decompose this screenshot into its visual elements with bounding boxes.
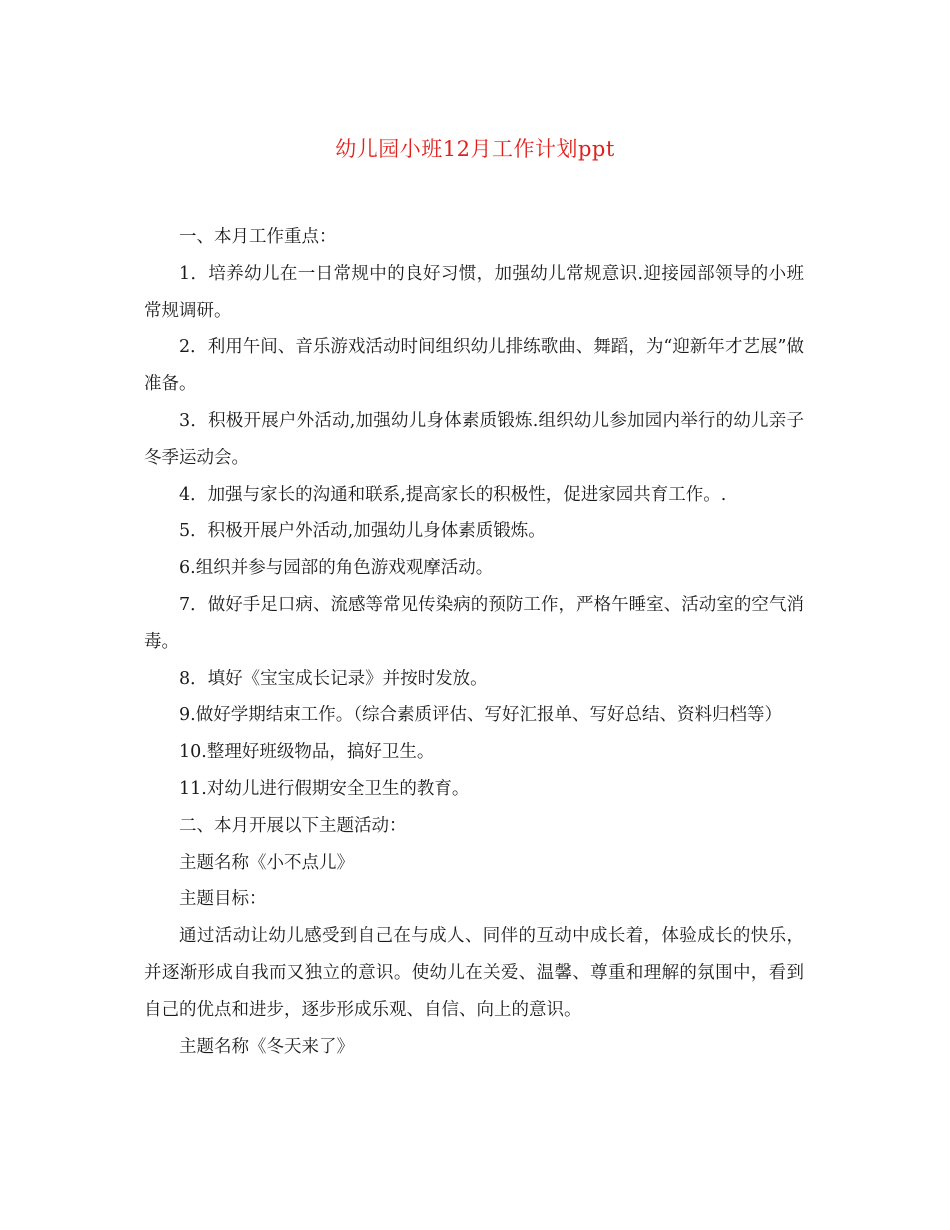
list-item: 9.做好学期结束工作。（综合素质评估、写好汇报单、写好总结、资料归档等） bbox=[179, 705, 782, 726]
theme-name: 主题名称《小不点儿》 bbox=[179, 852, 354, 873]
section-heading-themes: 二、本月开展以下主题活动： bbox=[179, 815, 407, 836]
theme-goal-label: 主题目标： bbox=[179, 889, 267, 910]
list-item: 11.对幼儿进行假期安全卫生的教育。 bbox=[179, 778, 470, 799]
list-item: 7．做好手足口病、流感等常见传染病的预防工作，严格午睡室、活动室的空气消毒。 bbox=[144, 594, 804, 652]
list-item: 6.组织并参与园部的角色游戏观摩活动。 bbox=[179, 558, 494, 579]
list-item: 1．培养幼儿在一日常规中的良好习惯，加强幼儿常规意识.迎接园部领导的小班常规调研。 bbox=[144, 263, 804, 321]
document-title: 幼儿园小班12月工作计划ppt bbox=[335, 137, 615, 161]
list-item: 4．加强与家长的沟通和联系,提高家长的积极性，促进家园共育工作。. bbox=[179, 484, 727, 505]
section-heading-focus: 一、本月工作重点： bbox=[179, 227, 337, 247]
list-item: 3．积极开展户外活动,加强幼儿身体素质锻炼.组织幼儿参加园内举行的幼儿亲子冬季运动会。 bbox=[144, 410, 804, 468]
list-item: 8．填好《宝宝成长记录》并按时发放。 bbox=[179, 668, 488, 689]
theme-goal-text: 通过活动让幼儿感受到自己在与成人、同伴的互动中成长着，体验成长的快乐，并逐渐形成自我而又独立的意识。使幼儿在关爱、温馨、尊重和理解的氛围中，看到自己的优点和进步，逐步形成乐观、自信、向上的意识。 bbox=[144, 926, 804, 1020]
list-item: 10.整理好班级物品，搞好卫生。 bbox=[179, 742, 435, 763]
list-item: 5．积极开展户外活动,加强幼儿身体素质锻炼。 bbox=[179, 521, 546, 542]
theme-name: 主题名称《冬天来了》 bbox=[179, 1036, 354, 1057]
document-body bbox=[144, 219, 804, 1065]
list-item: 2．利用午间、音乐游戏活动时间组织幼儿排练歌曲、舞蹈，为“迎新年才艺展”做准备。 bbox=[144, 337, 804, 395]
